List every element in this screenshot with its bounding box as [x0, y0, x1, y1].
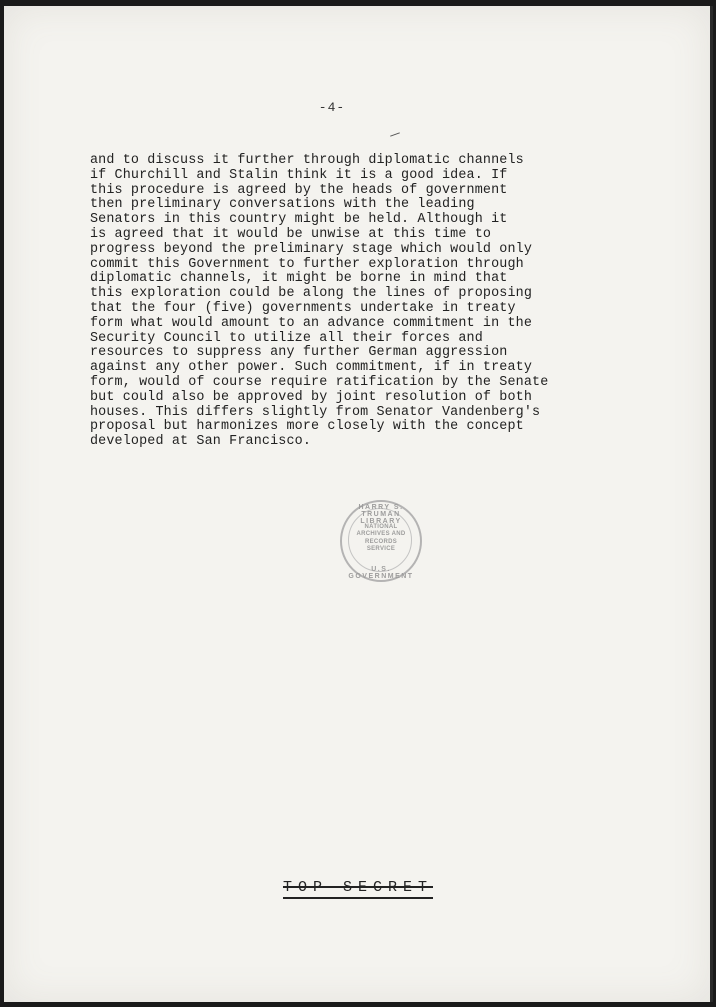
- classification-label: TOP SECRET: [283, 879, 433, 899]
- body-line: resources to suppress any further German aggression: [90, 345, 508, 361]
- body-line: progress beyond the preliminary stage which would only: [90, 241, 533, 257]
- body-line: this exploration could be along the lines of proposing: [90, 286, 533, 302]
- body-line: form, would of course require ratification by the Senate: [90, 374, 549, 390]
- body-line: developed at San Francisco.: [90, 434, 312, 450]
- body-line: against any other power. Such commitment, if in treaty: [90, 360, 533, 376]
- body-line: proposal but harmonizes more closely with the concept: [90, 419, 524, 435]
- stamp-center-line: SERVICE: [366, 546, 396, 553]
- body-line: Senators in this country might be held. Although it: [90, 212, 508, 228]
- body-line: but could also be approved by joint resolution of both: [90, 389, 533, 405]
- body-line: and to discuss it further through diplomatic channels: [90, 153, 524, 168]
- body-line: this procedure is agreed by the heads of government: [90, 182, 508, 198]
- stray-mark: [390, 132, 400, 136]
- stamp-center-line: NATIONAL: [364, 524, 398, 530]
- body-line: that the four (five) governments undertake in treaty: [90, 300, 516, 316]
- stamp-center-line: RECORDS: [364, 538, 398, 545]
- body-paragraph: [90, 154, 650, 450]
- page-number: -4-: [318, 100, 346, 115]
- archive-stamp: [340, 500, 422, 582]
- body-line: Security Council to utilize all their forces and: [90, 330, 483, 346]
- body-line: form what would amount to an advance commitment in the: [90, 315, 533, 331]
- stamp-center-text: [352, 524, 410, 554]
- body-line: diplomatic channels, it might be borne in mind that: [90, 271, 508, 287]
- body-line: is agreed that it would be unwise at this time to: [90, 226, 492, 242]
- stamp-bottom-text: U.S. GOVERNMENT: [348, 566, 414, 580]
- body-line: houses. This differs slightly from Senator Vandenberg's: [90, 404, 541, 420]
- body-line: if Churchill and Stalin think it is a good idea. If: [90, 167, 508, 183]
- body-line: then preliminary conversations with the leading: [90, 197, 475, 213]
- stamp-top-text: HARRY S. TRUMAN LIBRARY: [358, 504, 404, 525]
- classification-marking: [0, 878, 716, 896]
- body-line: commit this Government to further exploration through: [90, 256, 524, 272]
- document-page: [4, 6, 713, 1002]
- stamp-center-line: ARCHIVES AND: [356, 531, 406, 538]
